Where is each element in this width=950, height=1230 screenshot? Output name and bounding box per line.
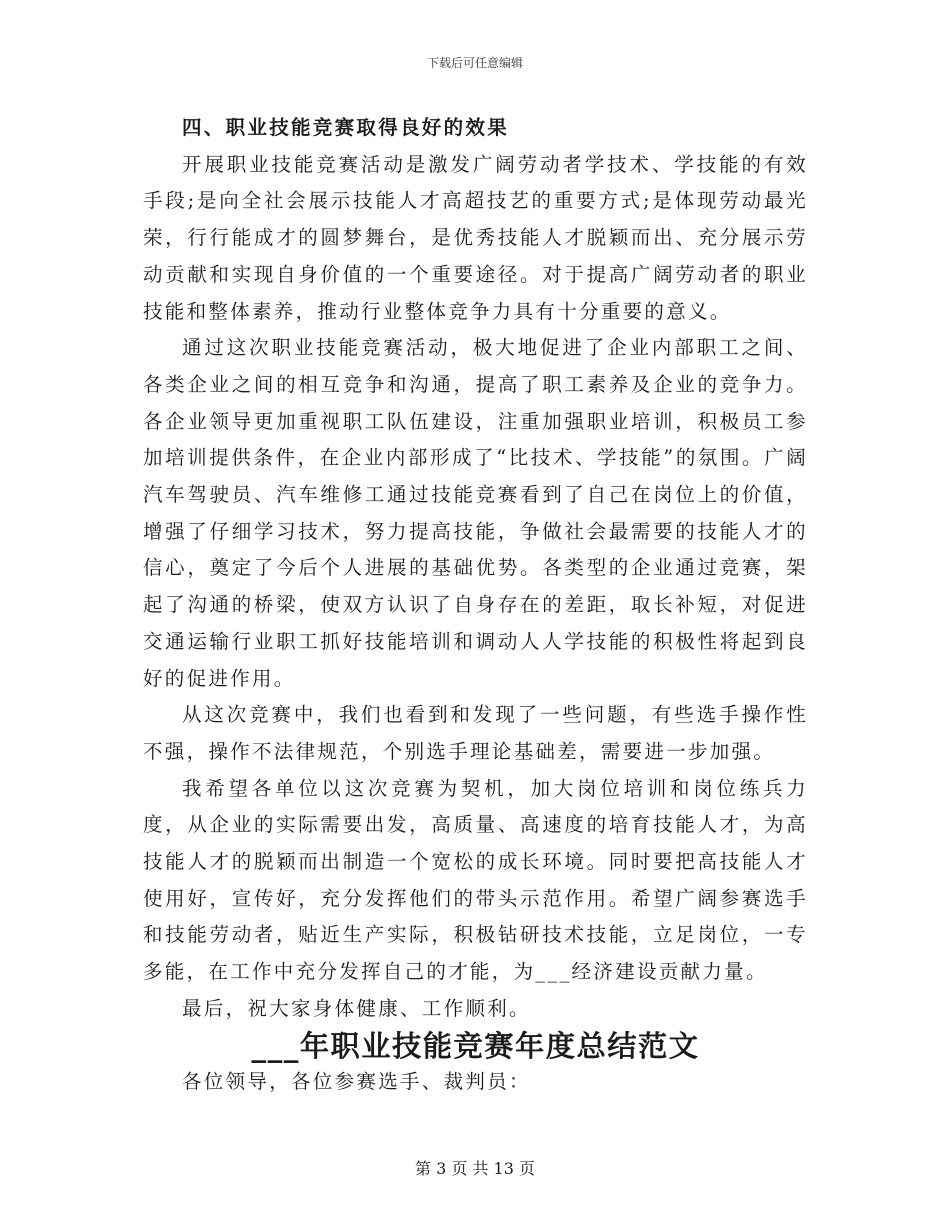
paragraph-4: 我希望各单位以这次竞赛为契机，加大岗位培训和岗位练兵力度，从企业的实际需要出发，高质量、高速度的培育技能人才，为高技能人才的脱颖而出制造一个宽松的成长环境。同时要把高技能人才使用好，宣传好，充分发挥他们的带头示范作用。希望广阔参赛选手和技能劳动者，贴近生产实际，积极钻研技术技能，立足岗位，一专多能，在工作中充分发挥自己的才能，为___经济建设贡献力量。: [143, 776, 808, 984]
section-heading: 四、职业技能竞赛取得良好的效果: [182, 116, 510, 139]
paragraph-5: 最后，祝大家身体健康、工作顺利。: [182, 996, 531, 1020]
page-header-note: 下载后可任意编辑: [426, 56, 523, 70]
next-article-title: ___年职业技能竞赛年度总结范文: [251, 1028, 700, 1063]
next-article-salutation: 各位领导，各位参赛选手、裁判员：: [182, 1070, 531, 1094]
paragraph-1: 开展职业技能竞赛活动是激发广阔劳动者学技术、学技能的有效手段;是向全社会展示技能人才高超技艺的重要方式;是体现劳动最光荣，行行能成才的圆梦舞台，是优秀技能人才脱颖而出、充分展示劳动贡献和实现自身价值的一个重要途径。对于提高广阔劳动者的职业技能和整体素养，推动行业整体竞争力具有十分重要的意义。: [143, 152, 808, 323]
paragraph-2: 通过这次职业技能竞赛活动，极大地促进了企业内部职工之间、各类企业之间的相互竞争和沟通，提高了职工素养及企业的竞争力。各企业领导更加重视职工队伍建设，注重加强职业培训，积极员工参加培训提供条件，在企业内部形成了“比技术、学技能”的氛围。广阔汽车驾驶员、汽车维修工通过技能竞赛看到了自己在岗位上的价值，增强了仔细学习技术，努力提高技能，争做社会最需要的技能人才的信心，奠定了今后个人进展的基础优势。各类型的企业通过竞赛，架起了沟通的桥梁，使双方认识了自身存在的差距，取长补短，对促进交通运输行业职工抓好技能培训和调动人人学技能的积极性将起到良好的促进作用。: [143, 336, 808, 690]
paragraph-3: 从这次竞赛中，我们也看到和发现了一些问题，有些选手操作性不强，操作不法律规范，个别选手理论基础差，需要进一步加强。: [143, 703, 808, 763]
document-body: [143, 110, 808, 1101]
page-number-footer: 第 3 页 共 13 页: [415, 1159, 535, 1178]
